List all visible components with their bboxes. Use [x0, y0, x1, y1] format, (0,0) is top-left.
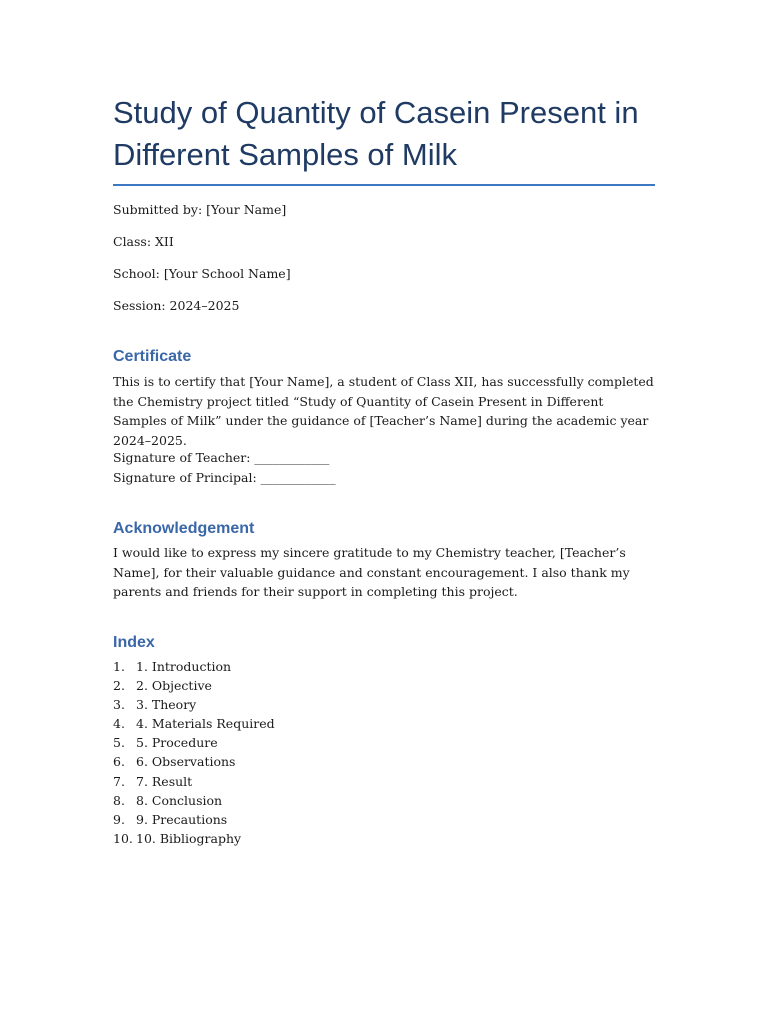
index-label: 2. Objective	[136, 678, 212, 694]
index-item	[113, 657, 275, 676]
teacher-signature: Signature of Teacher: ____________	[113, 450, 330, 465]
index-number: 7.	[113, 773, 125, 789]
index-label: 7. Result	[136, 773, 193, 789]
acknowledgement-heading: Acknowledgement	[113, 520, 255, 537]
index-label: 1. Introduction	[136, 659, 232, 674]
index-number: 10.	[113, 830, 133, 846]
index-label: 10. Bibliography	[136, 830, 242, 846]
index-number: 6.	[113, 754, 125, 770]
submitted-by: Submitted by: [Your Name]	[113, 202, 287, 217]
index-item	[113, 791, 275, 810]
certificate-body: This is to certify that [Your Name], a student of Class XII, has successfully completed the Chemistry project titled “Study of Quantity of Casein Present in Different Samples of Milk” under the guidance of [Teacher’s Name] during the academic year 2024–2025.	[113, 374, 654, 448]
index-number: 1.	[113, 659, 125, 674]
index-label: 5. Procedure	[136, 735, 218, 751]
index-number: 2.	[113, 678, 125, 694]
school-line: School: [Your School Name]	[113, 266, 291, 281]
index-label: 8. Conclusion	[136, 792, 223, 808]
index-number: 5.	[113, 735, 125, 751]
index-item	[113, 829, 275, 848]
index-list	[113, 657, 275, 848]
index-number: 4.	[113, 716, 125, 732]
index-label: 3. Theory	[136, 697, 197, 713]
index-item	[113, 676, 275, 695]
session-line: Session: 2024–2025	[113, 298, 240, 313]
index-item	[113, 752, 275, 771]
index-label: 4. Materials Required	[136, 716, 275, 732]
title-block	[113, 92, 655, 186]
class-line: Class: XII	[113, 234, 174, 249]
index-label: 6. Observations	[136, 754, 236, 770]
index-number: 8.	[113, 792, 125, 808]
index-item	[113, 772, 275, 791]
index-number: 9.	[113, 811, 125, 827]
index-number: 3.	[113, 697, 125, 713]
index-label: 9. Precautions	[136, 811, 228, 827]
principal-signature: Signature of Principal: ____________	[113, 470, 336, 485]
index-item	[113, 810, 275, 829]
index-item	[113, 733, 275, 752]
certificate-heading: Certificate	[113, 348, 192, 365]
index-item	[113, 714, 275, 733]
index-heading: Index	[113, 634, 155, 651]
acknowledgement-body: I would like to express my sincere gratitude to my Chemistry teacher, [Teacher’s Name], for their valuable guidance and constant encouragement. I also thank my parents and friends for their support in completing this project.	[113, 545, 630, 599]
index-item	[113, 695, 275, 714]
document-title: Study of Quantity of Casein Present in Different Samples of Milk	[113, 95, 639, 172]
title-underline	[113, 184, 655, 186]
